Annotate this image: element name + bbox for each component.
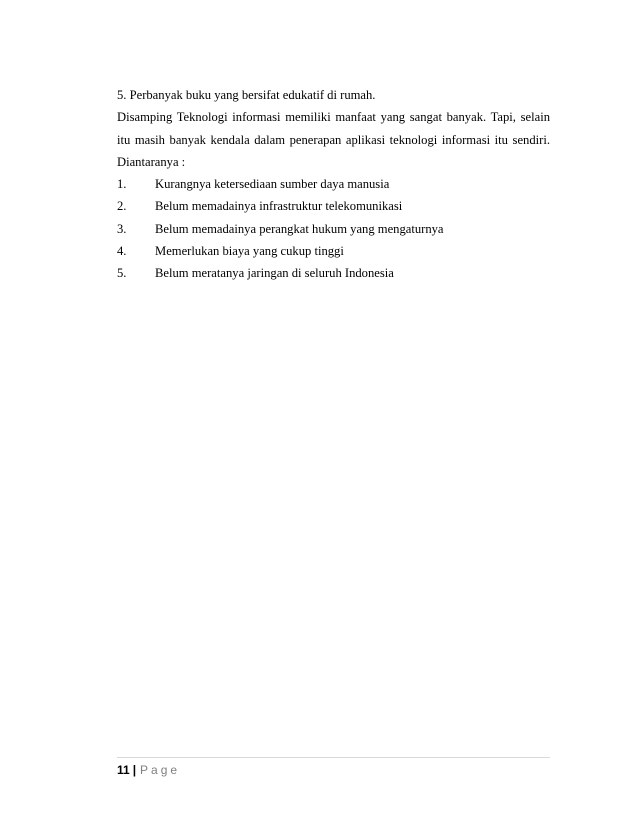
list-number: 1. bbox=[117, 177, 127, 192]
list-text: Memerlukan biaya yang cukup tinggi bbox=[155, 244, 344, 259]
paragraph-line-2: Disamping Teknologi informasi memiliki manfaat yang sangat banyak. Tapi, selain bbox=[117, 110, 550, 125]
list-item bbox=[117, 262, 550, 284]
paragraph-line-3: itu masih banyak kendala dalam penerapan aplikasi teknologi informasi itu sendiri. bbox=[117, 132, 550, 147]
list-number: 5. bbox=[117, 266, 127, 281]
footer-divider bbox=[117, 757, 550, 758]
list-item bbox=[117, 173, 550, 195]
body-text bbox=[117, 84, 550, 285]
page-footer bbox=[117, 762, 180, 778]
list-number: 3. bbox=[117, 221, 127, 236]
list-item bbox=[117, 195, 550, 217]
list-text: Belum memadainya perangkat hukum yang mengaturnya bbox=[155, 221, 444, 236]
list-item bbox=[117, 218, 550, 240]
page-number: 11 bbox=[117, 763, 130, 777]
list-number: 2. bbox=[117, 199, 127, 214]
footer-separator: | bbox=[132, 763, 137, 777]
list-item bbox=[117, 240, 550, 262]
paragraph-line-1: 5. Perbanyak buku yang bersifat edukatif di rumah. bbox=[117, 88, 376, 102]
list-text: Belum meratanya jaringan di seluruh Indonesia bbox=[155, 266, 394, 281]
list-text: Belum memadainya infrastruktur telekomunikasi bbox=[155, 199, 403, 214]
list-number: 4. bbox=[117, 244, 127, 259]
list-text: Kurangnya ketersediaan sumber daya manusia bbox=[155, 177, 390, 192]
page-label: Page bbox=[140, 763, 181, 777]
paragraph-line-4: Diantaranya : bbox=[117, 154, 186, 169]
